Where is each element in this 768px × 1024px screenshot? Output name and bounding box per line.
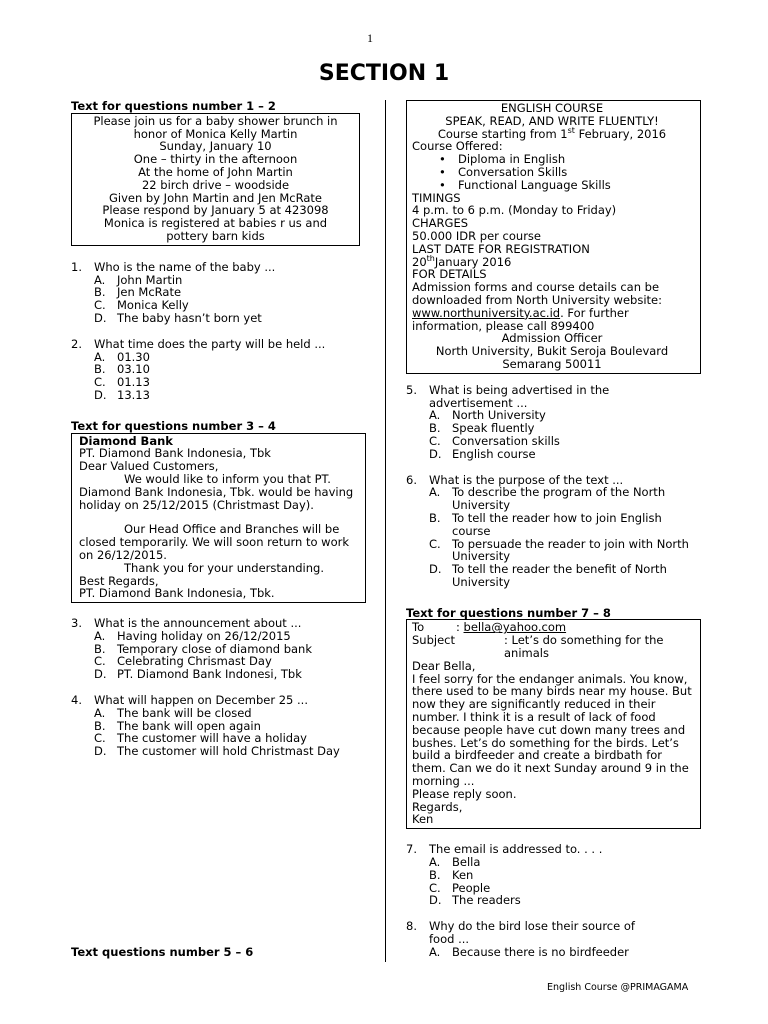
option-letter: A. [429, 944, 441, 959]
option-4d[interactable] [94, 745, 371, 758]
option-letter: A. [429, 855, 441, 870]
question-8 [406, 920, 702, 958]
option-letter: A. [94, 272, 106, 287]
bank-paragraph: Thank you for your understanding. [124, 560, 324, 575]
option-text: PT. Diamond Bank Indonesi, Tbk [117, 667, 302, 682]
option-8a[interactable] [429, 946, 702, 959]
option-text: Monica Kelly [117, 298, 189, 313]
footer-text: English Course @PRIMAGAMA [547, 982, 689, 993]
option-text: The baby hasn’t born yet [117, 310, 262, 325]
course-item: • Functional Language Skills [458, 179, 692, 192]
email-to-label: To [412, 620, 425, 635]
email-reply: Please reply soon. [412, 786, 517, 801]
option-6c[interactable] [429, 538, 692, 564]
course-start-date: February, 2016 [574, 126, 667, 141]
option-7d[interactable] [429, 894, 702, 907]
question-text: What is the announcement about ... [94, 616, 302, 631]
option-letter: B. [94, 285, 106, 300]
question-number: 5. [406, 382, 417, 397]
charges-value: 50.000 IDR per course [412, 228, 541, 243]
question-text: Who is the name of the baby ... [94, 259, 276, 274]
option-text: Jen McRate [117, 285, 182, 300]
bank-title: Diamond Bank [79, 433, 173, 448]
option-letter: C. [94, 375, 106, 390]
option-5d[interactable] [429, 448, 702, 461]
option-text: 13.13 [117, 387, 150, 402]
option-text: To tell the reader how to join English course [452, 510, 662, 538]
option-letter: D. [94, 744, 107, 759]
left-column [71, 100, 371, 758]
option-letter: B. [429, 867, 441, 882]
question-number: 7. [406, 842, 417, 857]
option-text: 01.13 [117, 375, 150, 390]
option-letter: B. [429, 421, 441, 436]
invitation-line: Monica is registered at babies r us and [103, 216, 328, 231]
question-number: 4. [71, 693, 82, 708]
section-title: SECTION 1 [318, 61, 450, 86]
admission-officer: Admission Officer [501, 331, 603, 346]
deadline-label: LAST DATE FOR REGISTRATION [412, 241, 590, 256]
option-text: To tell the reader the benefit of North University [452, 562, 667, 589]
option-letter: C. [94, 654, 106, 669]
invitation-line: 22 birch drive – woodside [141, 177, 290, 192]
question-number: 2. [71, 336, 82, 351]
option-text: 03.10 [117, 362, 150, 377]
question-number: 3. [71, 616, 82, 631]
question-number: 6. [406, 472, 417, 487]
column-divider [385, 100, 386, 962]
option-text: North University [452, 408, 546, 423]
course-item: • Conversation Skills [458, 166, 692, 179]
option-text: The readers [452, 893, 521, 908]
text-heading-7-8: Text for questions number 7 – 8 [406, 605, 611, 620]
option-letter: D. [429, 446, 442, 461]
option-text: English course [452, 446, 536, 461]
timings-value: 4 p.m. to 6 p.m. (Monday to Friday) [412, 203, 617, 218]
email-regards: Regards, [412, 799, 463, 814]
invitation-line: honor of Monica Kelly Martin [133, 126, 298, 141]
email-signature: Ken [412, 812, 434, 827]
timings-label: TIMINGS [412, 190, 461, 205]
page-number: 1 [367, 31, 373, 45]
deadline-month: January 2016 [434, 254, 512, 269]
option-letter: C. [429, 433, 441, 448]
option-text: Bella [452, 855, 481, 870]
option-letter: B. [94, 718, 106, 733]
invitation-line: Sunday, January 10 [159, 139, 272, 154]
text-heading-1-2: Text for questions number 1 – 2 [71, 99, 276, 113]
option-letter: A. [94, 349, 106, 364]
course-list [412, 153, 692, 191]
option-letter: A. [94, 705, 106, 720]
option-letter: D. [94, 667, 107, 682]
deadline-suffix: th [426, 253, 435, 263]
option-text: The customer will have a holiday [117, 731, 307, 746]
option-letter: D. [429, 562, 442, 577]
right-column [406, 100, 702, 959]
invitation-line: Please respond by January 5 at 423098 [102, 203, 329, 218]
option-text: The bank will be closed [117, 705, 252, 720]
option-text: Because there is no birdfeeder [452, 944, 629, 959]
university-website-link[interactable]: www.northuniversity.ac.id [412, 305, 561, 320]
option-letter: A. [429, 485, 441, 500]
invitation-line: Please join us for a baby shower brunch in [93, 113, 338, 128]
option-text: To persuade the reader to join with North University [452, 536, 689, 564]
option-text: Speak fluently [452, 421, 535, 436]
invitation-line: pottery barn kids [166, 228, 265, 243]
option-letter: B. [429, 510, 441, 525]
bank-paragraph: We would like to inform you that PT. Diamond Bank Indonesia, Tbk. would be having holiday on 25/12/2015 (Christmast Day). [79, 471, 354, 512]
bank-announcement-box [71, 433, 366, 604]
question-text: What is the purpose of the text ... [429, 472, 624, 487]
bank-line: PT. Diamond Bank Indonesia, Tbk. [79, 586, 275, 601]
option-letter: A. [94, 628, 106, 643]
question-text: What will happen on December 25 ... [94, 693, 308, 708]
option-1d[interactable] [94, 312, 371, 325]
bank-line: PT. Diamond Bank Indonesia, Tbk [79, 446, 271, 461]
email-greeting: Dear Bella, [412, 658, 476, 673]
course-offered-label: Course Offered: [412, 139, 503, 154]
option-2d[interactable] [94, 389, 371, 402]
option-text: The customer will hold Christmast Day [117, 744, 340, 759]
email-subject-text: : Let’s do something for the animals [504, 633, 664, 661]
details-contact: . For further information, please call 899400 [412, 305, 629, 333]
option-letter: B. [94, 362, 106, 377]
details-intro: Admission forms and course details can be downloaded from North University website: [412, 280, 662, 307]
question-7 [406, 843, 702, 907]
question-number: 8. [406, 919, 417, 934]
invitation-line: At the home of John Martin [138, 164, 293, 179]
invitation-line: One – thirty in the afternoon [133, 152, 298, 167]
course-ad-box [406, 100, 701, 374]
email-address-link[interactable]: bella@yahoo.com [463, 620, 567, 635]
option-text: To describe the program of the North University [452, 485, 666, 513]
option-6a[interactable] [429, 486, 692, 512]
details-label: FOR DETAILS [412, 267, 487, 282]
email-subject [412, 634, 694, 660]
email-to-separator: : [456, 620, 464, 635]
invitation-box [71, 113, 360, 246]
option-letter: C. [94, 298, 106, 313]
question-4 [71, 694, 371, 758]
question-5 [406, 384, 702, 461]
option-text: The bank will open again [117, 718, 261, 733]
question-3 [71, 617, 371, 681]
question-6 [406, 474, 702, 589]
option-3d[interactable] [94, 668, 371, 681]
question-text: What time does the party will be held ... [94, 336, 326, 351]
course-start-suffix: st [567, 125, 575, 135]
option-text: Ken [452, 867, 474, 882]
option-letter: C. [429, 880, 441, 895]
course-item: • Diploma in English [458, 153, 692, 166]
question-2 [71, 338, 371, 402]
course-slogan: SPEAK, READ, AND WRITE FLUENTLY! [445, 113, 659, 128]
option-letter: B. [94, 641, 106, 656]
email-subject-label: Subject [412, 633, 455, 648]
invitation-line: Given by John Martin and Jen McRate [108, 190, 322, 205]
option-text: 01.30 [117, 349, 150, 364]
question-text: Why do the bird lose their source of food ... [429, 919, 635, 947]
option-text: Temporary close of diamond bank [117, 641, 312, 656]
email-body: I feel sorry for the endanger animals. You know, there used to be many birds near my house. But now they are significantly reduced in their number. I think it is a result of lack of food because people have cut down many trees and bushes. Let’s do something for the birds. Let’s build a birdfeeder and create a birdbath for them. Can we do it next Sunday around 9 in the morning ... [412, 671, 692, 789]
text-heading-3-4: Text for questions number 3 – 4 [71, 418, 276, 433]
bank-line: Best Regards, [79, 573, 159, 588]
question-text: What is being advertised in the advertisement ... [429, 382, 610, 410]
course-title: ENGLISH COURSE [500, 101, 604, 115]
option-6b[interactable] [429, 512, 692, 538]
text-heading-5-6: Text questions number 5 – 6 [71, 945, 254, 959]
option-letter: C. [429, 536, 441, 551]
option-text: Having holiday on 26/12/2015 [117, 628, 291, 643]
option-letter: D. [94, 387, 107, 402]
address-line: Semarang 50011 [502, 356, 602, 371]
bank-paragraph: Our Head Office and Branches will be closed temporarily. We will soon return to work on 26/12/2015. [79, 522, 349, 562]
address-line: North University, Bukit Seroja Boulevard [435, 344, 669, 359]
question-number: 1. [71, 259, 82, 274]
option-text: John Martin [117, 272, 183, 287]
option-text: People [452, 880, 491, 895]
details-text [412, 281, 692, 332]
option-letter: A. [429, 408, 441, 423]
charges-label: CHARGES [412, 216, 469, 231]
option-text: Celebrating Chrismast Day [117, 654, 272, 669]
bank-line: Dear Valued Customers, [79, 459, 219, 474]
question-text: The email is addressed to. . . . [429, 842, 603, 857]
course-start-text: Course starting from 1 [437, 126, 568, 141]
option-letter: C. [94, 731, 106, 746]
email-box [406, 619, 701, 829]
option-letter: D. [429, 893, 442, 908]
deadline-day: 20 [412, 254, 427, 269]
option-text: Conversation skills [452, 433, 560, 448]
option-6d[interactable] [429, 563, 692, 589]
question-1 [71, 261, 371, 325]
option-letter: D. [94, 310, 107, 325]
